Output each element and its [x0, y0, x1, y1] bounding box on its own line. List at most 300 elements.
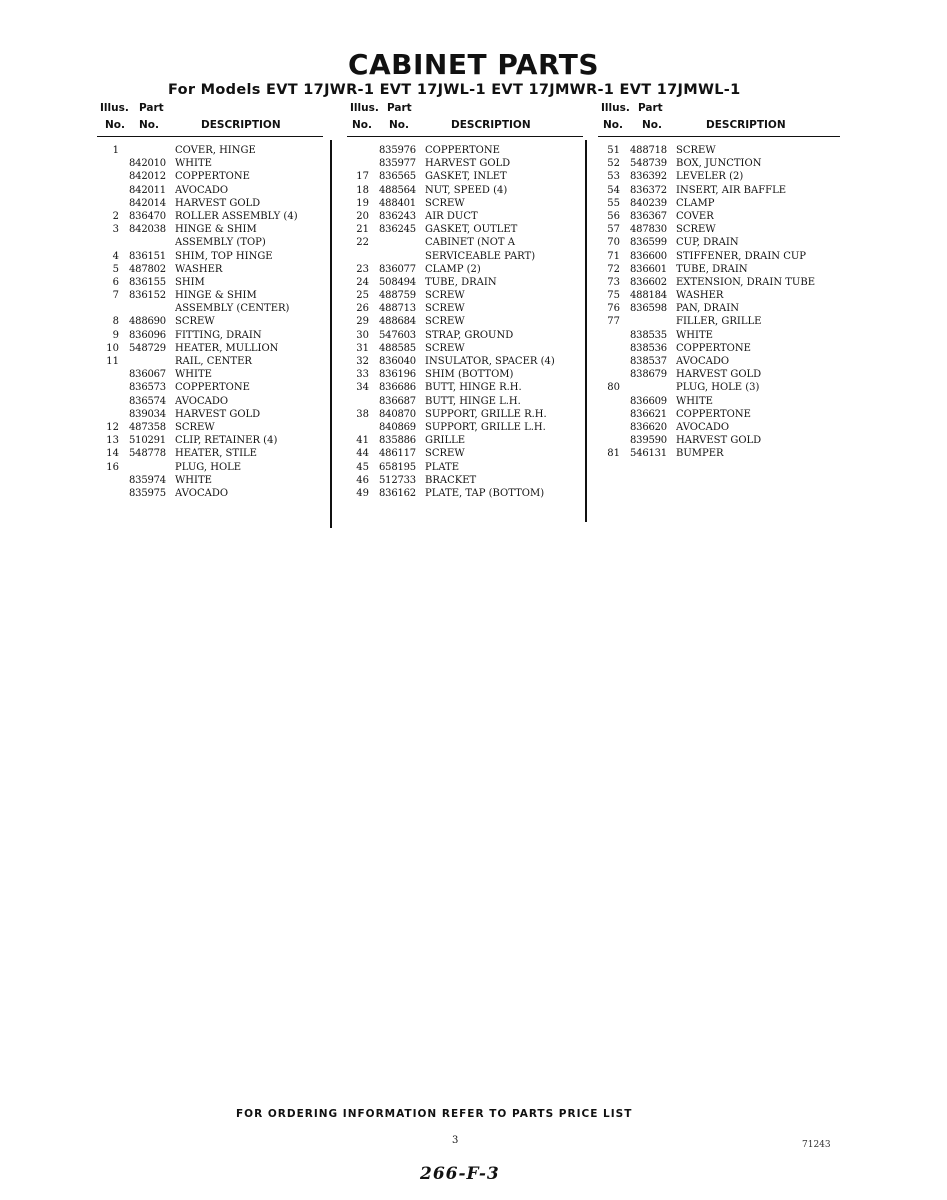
part-description: HARVEST GOLD: [425, 158, 511, 170]
part-number: 838536: [630, 342, 667, 354]
part-row: [598, 408, 840, 421]
part-row: [598, 289, 840, 302]
part-description: HINGE & SHIM: [175, 224, 257, 236]
illus-no: 16: [106, 461, 119, 473]
part-description: INSULATOR, SPACER (4): [425, 356, 555, 367]
part-row: [598, 434, 840, 447]
part-number: 836067: [129, 369, 166, 381]
part-row: [97, 302, 323, 315]
part-row: [97, 474, 323, 487]
part-number: 836096: [129, 329, 166, 341]
part-description: RAIL, CENTER: [175, 356, 252, 367]
part-description: SCREW: [425, 316, 465, 328]
illus-no: 44: [356, 448, 369, 460]
part-description: SUPPORT, GRILLE L.H.: [425, 421, 546, 433]
illus-no: 9: [112, 329, 119, 341]
illus-no: [97, 474, 129, 487]
part-header-top: Part: [387, 102, 412, 114]
illus-no: 56: [607, 210, 620, 222]
part-row: [97, 315, 323, 328]
part-description: WASHER: [676, 290, 724, 302]
part-row: [347, 170, 583, 183]
illus-no-header: No.: [352, 119, 372, 131]
part-number: 836602: [630, 276, 667, 288]
part-row: [347, 368, 583, 381]
illus-no: 25: [356, 290, 369, 302]
part-description: AIR DUCT: [425, 210, 478, 222]
part-description: WHITE: [175, 158, 212, 170]
part-description: SUPPORT, GRILLE R.H.: [425, 408, 547, 420]
part-description: LEVELER (2): [676, 171, 744, 183]
part-description: WHITE: [175, 369, 212, 381]
part-number: 547603: [379, 329, 416, 341]
illus-no: 22: [356, 237, 369, 249]
part-number: 838679: [630, 369, 667, 381]
part-row: [598, 197, 840, 210]
illus-no: 11: [106, 356, 119, 367]
part-description: AVOCADO: [676, 356, 730, 367]
part-number: 836620: [630, 421, 667, 433]
part-number: [129, 355, 175, 368]
part-description: GASKET, OUTLET: [425, 224, 518, 236]
part-header-top: Part: [139, 102, 164, 114]
part-row: [97, 144, 323, 157]
column-header: [347, 102, 583, 137]
part-number: [630, 315, 676, 328]
illus-no: 8: [112, 316, 119, 328]
part-row: [97, 263, 323, 276]
column-divider: [585, 140, 587, 522]
part-description: BOX, JUNCTION: [676, 158, 762, 170]
part-description: AVOCADO: [175, 395, 229, 407]
illus-no: [97, 302, 129, 315]
part-description: SHIM, TOP HINGE: [175, 250, 273, 262]
illus-no: 21: [356, 224, 369, 236]
part-row: [598, 421, 840, 434]
illus-no: [598, 421, 630, 434]
illus-no: [97, 408, 129, 421]
illus-no: 49: [356, 487, 369, 499]
part-row: [347, 144, 583, 157]
illus-no: 20: [356, 210, 369, 222]
illus-header-top: Illus.: [100, 102, 129, 114]
part-number: 840869: [379, 421, 416, 433]
part-number: 839590: [630, 435, 667, 447]
part-number: 488713: [379, 303, 416, 315]
part-row: [347, 381, 583, 394]
part-description: STIFFENER, DRAIN CUP: [676, 250, 807, 262]
part-row: [598, 381, 840, 394]
column-header: [598, 102, 840, 137]
illus-no: 41: [356, 435, 369, 447]
part-no-header: No.: [642, 119, 662, 131]
part-number: 488585: [379, 342, 416, 354]
part-header-top: Part: [638, 102, 663, 114]
part-row: [598, 250, 840, 263]
illus-no: 46: [356, 474, 369, 486]
part-row: [598, 223, 840, 236]
part-row: [347, 434, 583, 447]
part-description: TUBE, DRAIN: [676, 263, 748, 275]
page-title: CABINET PARTS: [347, 48, 600, 81]
part-row: [347, 302, 583, 315]
illus-no: [347, 395, 379, 408]
illus-no: [598, 434, 630, 447]
part-number: 548729: [129, 342, 166, 354]
part-number: 836155: [129, 276, 166, 288]
part-row: [598, 395, 840, 408]
illus-no: 81: [607, 448, 620, 460]
part-number: 487358: [129, 421, 166, 433]
part-number: [129, 461, 175, 474]
illus-no: [97, 236, 129, 249]
part-description: ASSEMBLY (TOP): [175, 237, 266, 249]
part-row: [97, 223, 323, 236]
part-row: [347, 289, 583, 302]
part-number: 836687: [379, 395, 416, 407]
part-number: 842010: [129, 158, 166, 170]
part-row: [347, 461, 583, 474]
illus-no: 73: [607, 276, 620, 288]
illus-no: 75: [607, 290, 620, 302]
parts-column-2: [347, 102, 583, 500]
part-row: [347, 184, 583, 197]
part-row: [97, 276, 323, 289]
illus-no: 12: [106, 421, 119, 433]
column-divider: [330, 140, 332, 528]
part-row: [97, 250, 323, 263]
part-row: [97, 236, 323, 249]
illus-header-top: Illus.: [601, 102, 630, 114]
illus-no: [598, 329, 630, 342]
part-description: INSERT, AIR BAFFLE: [676, 184, 787, 196]
part-number: 512733: [379, 474, 416, 486]
part-row: [97, 368, 323, 381]
illus-no: 52: [607, 158, 620, 170]
part-number: 842014: [129, 197, 166, 209]
illus-no: 3: [112, 224, 119, 236]
part-row: [598, 302, 840, 315]
illus-no: 77: [607, 316, 620, 328]
illus-no: [598, 408, 630, 421]
part-number: 842012: [129, 171, 166, 183]
part-number: 836609: [630, 395, 667, 407]
part-row: [97, 434, 323, 447]
part-row: [97, 197, 323, 210]
part-number: 836598: [630, 303, 667, 315]
illus-no: 5: [112, 263, 119, 275]
part-description: HEATER, MULLION: [175, 342, 279, 354]
part-description: FILLER, GRILLE: [676, 316, 762, 328]
part-description: PLATE: [425, 461, 460, 473]
part-description: SCREW: [175, 421, 215, 433]
part-row: [97, 342, 323, 355]
part-row: [598, 210, 840, 223]
part-row: [97, 447, 323, 460]
part-number: 658195: [379, 461, 416, 473]
part-description: BUTT, HINGE R.H.: [425, 382, 522, 394]
part-number: 836392: [630, 171, 667, 183]
part-number: [630, 381, 676, 394]
part-row: [598, 355, 840, 368]
part-description: SCREW: [175, 316, 215, 328]
part-row: [97, 157, 323, 170]
part-number: 488690: [129, 316, 166, 328]
part-number: 836243: [379, 210, 416, 222]
illus-no: 34: [356, 382, 369, 394]
illus-no-header: No.: [603, 119, 623, 131]
illus-no: [598, 395, 630, 408]
illus-no: 30: [356, 329, 369, 341]
part-description: HEATER, STILE: [175, 448, 257, 460]
part-number: 508494: [379, 276, 416, 288]
part-row: [347, 276, 583, 289]
part-row: [97, 461, 323, 474]
part-row: [347, 197, 583, 210]
part-number: 836372: [630, 184, 667, 196]
part-description: SCREW: [676, 145, 716, 156]
part-description: BUTT, HINGE L.H.: [425, 395, 521, 407]
part-description: WHITE: [676, 329, 713, 341]
illus-no: [347, 250, 379, 263]
part-description: PLATE, TAP (BOTTOM): [425, 487, 545, 499]
parts-column-1: [97, 102, 323, 500]
part-number: 836245: [379, 224, 416, 236]
part-description: SCREW: [425, 290, 465, 302]
part-description: EXTENSION, DRAIN TUBE: [676, 276, 815, 288]
illus-no: 26: [356, 303, 369, 315]
illus-no: 6: [112, 276, 119, 288]
part-number: 836470: [129, 210, 166, 222]
illus-no: [347, 157, 379, 170]
part-number: 835976: [379, 145, 416, 156]
illus-header-top: Illus.: [350, 102, 379, 114]
illus-no: 29: [356, 316, 369, 328]
illus-no: [97, 170, 129, 183]
part-row: [347, 236, 583, 249]
illus-no: 7: [112, 290, 119, 302]
part-description: HARVEST GOLD: [175, 197, 261, 209]
part-description: HARVEST GOLD: [676, 369, 762, 381]
part-description: HARVEST GOLD: [676, 435, 762, 447]
part-description: CLIP, RETAINER (4): [175, 435, 278, 447]
parts-list: [97, 144, 323, 500]
description-header: DESCRIPTION: [201, 119, 281, 131]
part-description: WHITE: [175, 474, 212, 486]
part-number: 836040: [379, 356, 416, 367]
part-number: 836686: [379, 382, 416, 394]
part-description: ASSEMBLY (CENTER): [175, 303, 290, 315]
illus-no: 53: [607, 171, 620, 183]
column-header: [97, 102, 323, 137]
part-number: 836151: [129, 250, 166, 262]
part-description: GRILLE: [425, 435, 466, 447]
part-row: [347, 355, 583, 368]
parts-list: [347, 144, 583, 500]
illus-no: [97, 368, 129, 381]
illus-no: 38: [356, 408, 369, 420]
part-row: [347, 210, 583, 223]
illus-no: [347, 421, 379, 434]
part-row: [598, 170, 840, 183]
part-description: PLUG, HOLE (3): [676, 382, 760, 394]
part-number: [129, 302, 175, 315]
part-description: TUBE, DRAIN: [425, 276, 497, 288]
part-number: 488718: [630, 145, 667, 156]
models-line: For Models EVT 17JWR-1 EVT 17JWL-1 EVT 17JMWR-1 EVT 17JMWL-1: [168, 82, 741, 98]
part-row: [97, 170, 323, 183]
part-row: [97, 381, 323, 394]
part-number: 836077: [379, 263, 416, 275]
part-row: [97, 329, 323, 342]
part-description: AVOCADO: [175, 184, 229, 196]
part-row: [347, 447, 583, 460]
part-number: 836621: [630, 408, 667, 420]
part-description: SCREW: [425, 303, 465, 315]
part-description: FITTING, DRAIN: [175, 329, 262, 341]
part-row: [97, 355, 323, 368]
illus-no: [97, 197, 129, 210]
part-number: 836162: [379, 487, 416, 499]
part-number: 488401: [379, 197, 416, 209]
part-number: 835975: [129, 487, 166, 499]
illus-no: 31: [356, 342, 369, 354]
part-row: [97, 289, 323, 302]
illus-no: 45: [356, 461, 369, 473]
part-number: 487830: [630, 224, 667, 236]
part-number: 840239: [630, 197, 667, 209]
part-description: CLAMP: [676, 197, 715, 209]
part-number: 836573: [129, 382, 166, 394]
illus-no: 72: [607, 263, 620, 275]
document-code: 71243: [802, 1140, 831, 1150]
part-row: [598, 315, 840, 328]
illus-no: 10: [106, 342, 119, 354]
illus-no: 2: [112, 210, 119, 222]
illus-no: 57: [607, 224, 620, 236]
part-row: [347, 250, 583, 263]
part-number: 836599: [630, 237, 667, 249]
part-description: BRACKET: [425, 474, 477, 486]
illus-no: 19: [356, 197, 369, 209]
illus-no: 70: [607, 237, 620, 249]
illus-no: 24: [356, 276, 369, 288]
illus-no: [97, 487, 129, 500]
part-number: 838535: [630, 329, 667, 341]
part-row: [347, 421, 583, 434]
illus-no: [97, 184, 129, 197]
part-description: PLUG, HOLE: [175, 461, 242, 473]
part-row: [97, 487, 323, 500]
part-row: [347, 315, 583, 328]
part-description: COPPERTONE: [425, 145, 500, 156]
illus-no: 33: [356, 369, 369, 381]
part-number: [379, 250, 425, 263]
part-row: [347, 157, 583, 170]
part-description: COPPERTONE: [676, 408, 751, 420]
illus-no: 55: [607, 197, 620, 209]
part-description: STRAP, GROUND: [425, 329, 514, 341]
part-number: 842038: [129, 224, 166, 236]
part-row: [598, 157, 840, 170]
part-row: [347, 223, 583, 236]
part-number: 838537: [630, 356, 667, 367]
illus-no: 80: [607, 382, 620, 394]
part-number: 488684: [379, 316, 416, 328]
part-number: 836196: [379, 369, 416, 381]
part-row: [598, 236, 840, 249]
part-number: 548739: [630, 158, 667, 170]
part-number: 486117: [379, 448, 416, 460]
part-row: [97, 210, 323, 223]
part-number: [129, 236, 175, 249]
illus-no: [598, 355, 630, 368]
part-description: CUP, DRAIN: [676, 237, 739, 249]
part-number: 548778: [129, 448, 166, 460]
part-number: 835977: [379, 158, 416, 170]
part-row: [97, 421, 323, 434]
part-number: 842011: [129, 184, 166, 196]
part-description: GASKET, INLET: [425, 171, 507, 183]
part-row: [598, 184, 840, 197]
part-number: 836601: [630, 263, 667, 275]
part-description: SHIM: [175, 276, 205, 288]
part-row: [97, 395, 323, 408]
part-description: PAN, DRAIN: [676, 303, 739, 315]
parts-column-3: [598, 102, 840, 461]
part-description: COVER, HINGE: [175, 145, 256, 156]
part-description: AVOCADO: [175, 487, 229, 499]
part-number: 840870: [379, 408, 416, 420]
illus-no: [598, 368, 630, 381]
part-row: [347, 329, 583, 342]
illus-no: 1: [112, 145, 119, 156]
part-number: 835974: [129, 474, 166, 486]
part-row: [347, 474, 583, 487]
illus-no: 13: [106, 435, 119, 447]
illus-no: 32: [356, 356, 369, 367]
part-description: SCREW: [425, 197, 465, 209]
illus-no: [347, 144, 379, 157]
part-number: [129, 144, 175, 157]
part-row: [598, 447, 840, 460]
part-description: BUMPER: [676, 448, 724, 460]
part-row: [97, 184, 323, 197]
part-description: WASHER: [175, 263, 223, 275]
illus-no: 18: [356, 184, 369, 196]
illus-no: 51: [607, 145, 620, 156]
part-number: 546131: [630, 448, 667, 460]
part-row: [598, 329, 840, 342]
part-row: [598, 368, 840, 381]
part-no-header: No.: [389, 119, 409, 131]
illus-no: 76: [607, 303, 620, 315]
part-number: 487802: [129, 263, 166, 275]
illus-no: [97, 395, 129, 408]
part-description: SCREW: [425, 448, 465, 460]
part-description: COPPERTONE: [676, 342, 751, 354]
illus-no-header: No.: [105, 119, 125, 131]
illus-no: [598, 342, 630, 355]
part-number: 510291: [129, 435, 166, 447]
illus-no: 71: [607, 250, 620, 262]
part-row: [347, 342, 583, 355]
part-description: NUT, SPEED (4): [425, 184, 508, 196]
part-number: 835886: [379, 435, 416, 447]
part-number: 836600: [630, 250, 667, 262]
part-description: SHIM (BOTTOM): [425, 369, 514, 381]
illus-no: 4: [112, 250, 119, 262]
